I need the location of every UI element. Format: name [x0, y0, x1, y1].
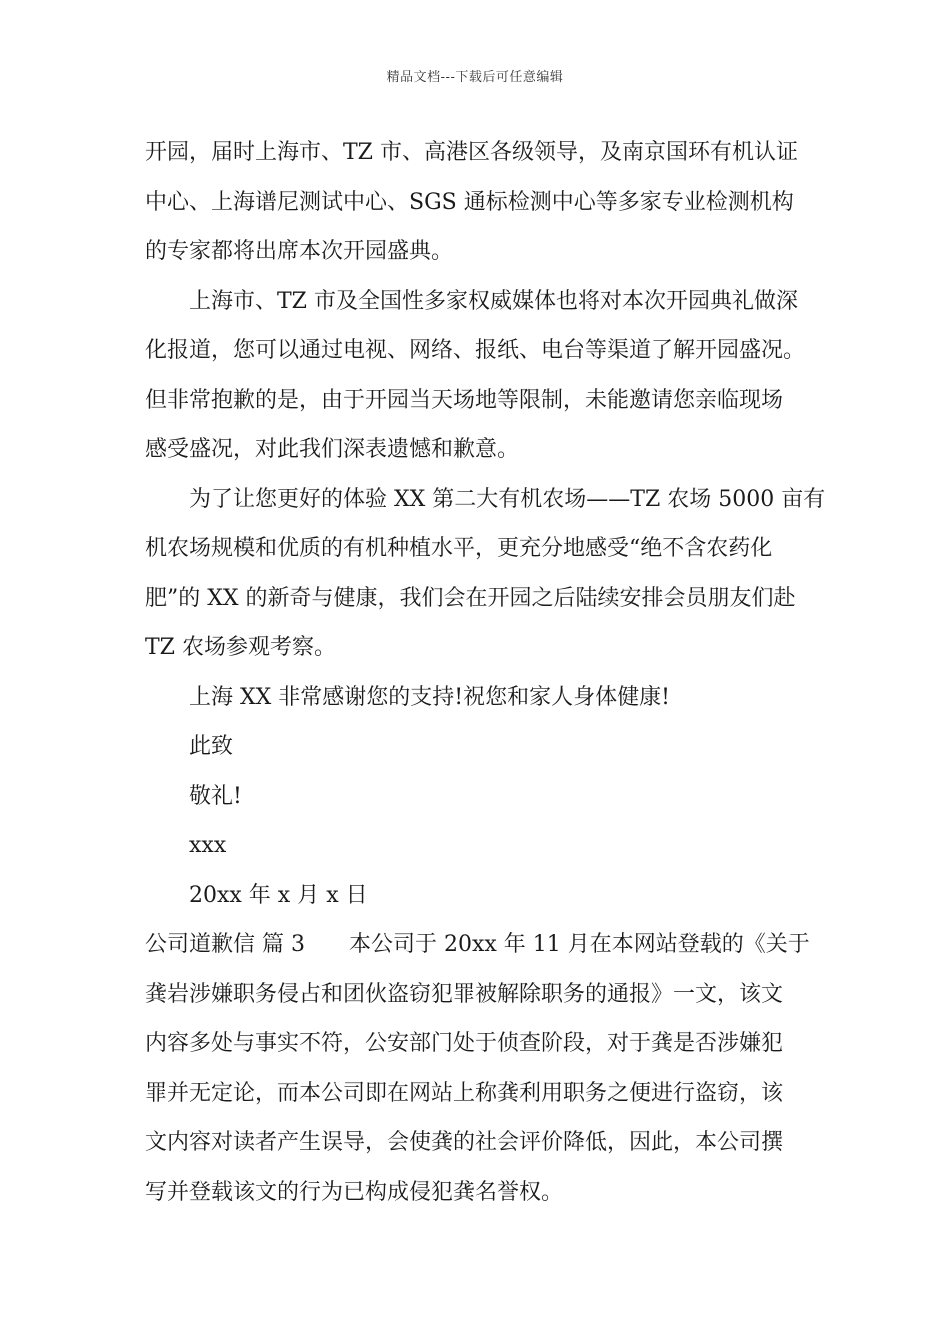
- paragraph-line: 开园，届时上海市、TZ 市、高港区各级领导，及南京国环有机认证: [145, 140, 798, 165]
- paragraph-line: 机农场规模和优质的有机种植水平，更充分地感受“绝不含农药化: [145, 536, 773, 561]
- paragraph-line: 化报道，您可以通过电视、网络、报纸、电台等渠道了解开园盛况。: [145, 338, 806, 363]
- paragraph-line: 肥”的 XX 的新奇与健康，我们会在开园之后陆续安排会员朋友们赴: [145, 585, 796, 611]
- signature-date: 20xx 年 x 月 x 日: [189, 882, 368, 908]
- paragraph-line: 写并登载该文的行为已构成侵犯龚名誉权。: [145, 1179, 564, 1205]
- letter-body: [145, 128, 826, 1217]
- paragraph-line: 感受盛况，对此我们深表遗憾和歉意。: [145, 437, 520, 462]
- closing-wish: 上海 XX 非常感谢您的支持!祝您和家人身体健康!: [189, 684, 670, 710]
- paragraph-line: 中心、上海谱尼测试中心、SGS 通标检测中心等多家专业检测机构: [145, 189, 794, 215]
- signature-name: xxx: [189, 833, 227, 858]
- paragraph-line: 上海市、TZ 市及全国性多家权威媒体也将对本次开园典礼做深: [189, 288, 798, 314]
- paragraph-text: 本公司于 20xx 年 11 月在本网站登载的《关于: [348, 932, 810, 957]
- paragraph-line: 但非常抱歉的是，由于开园当天场地等限制，未能邀请您亲临现场: [145, 387, 784, 413]
- paragraph-line: 龚岩涉嫌职务侵占和团伙盗窃犯罪被解除职务的通报》一文，该文: [145, 981, 784, 1007]
- paragraph-line: 罪并无定论，而本公司即在网站上称龚利用职务之便进行盗窃，该: [145, 1080, 784, 1106]
- page-header: 精品文档---下载后可任意编辑: [386, 70, 564, 85]
- paragraph-line: 的专家都将出席本次开园盛典。: [145, 239, 454, 264]
- paragraph-line: 为了让您更好的体验 XX 第二大有机农场——TZ 农场 5000 亩有: [189, 486, 826, 512]
- section-heading: 公司道歉信 篇 3: [145, 932, 305, 957]
- paragraph-line: TZ 农场参观考察。: [145, 635, 336, 660]
- salutation-regards: 敬礼!: [189, 783, 242, 809]
- paragraph-line: 文内容对读者产生误导，会使龚的社会评价降低，因此，本公司撰: [145, 1130, 784, 1155]
- salutation: 此致: [189, 734, 234, 759]
- paragraph-line: 内容多处与事实不符，公安部门处于侦查阶段，对于龚是否涉嫌犯: [145, 1031, 784, 1056]
- section-heading-line: [145, 920, 815, 970]
